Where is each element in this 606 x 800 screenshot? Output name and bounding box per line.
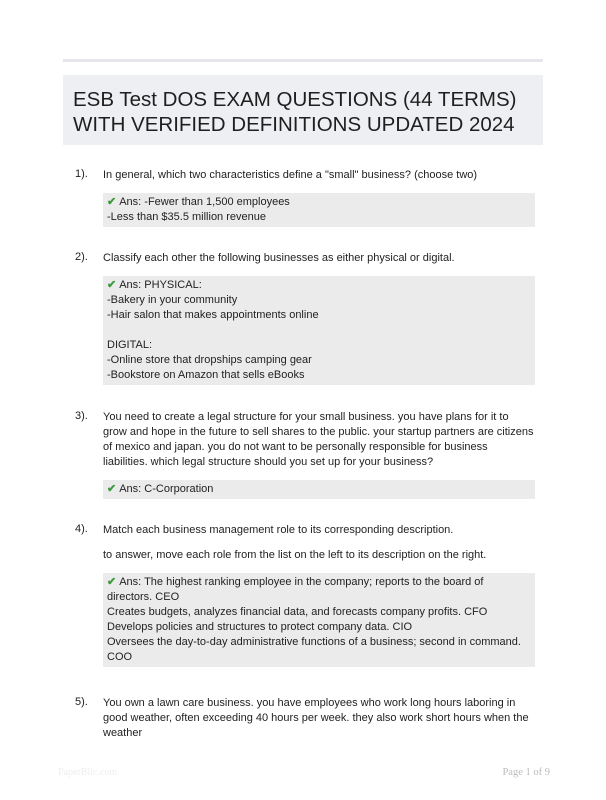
title-box [63,75,543,145]
answer-text: -Hair salon that makes appointments online [107,309,319,321]
question-paragraph: You own a lawn care business. you have employees who work long hours laboring in good weather, often exceeding 40 hours per week. they also work short hours when the weather [103,697,529,739]
question-item [75,251,535,385]
question-paragraph: You need to create a legal structure for your small business. you have plans for it to grow and hope in the future to sell shares to the public. your startup partners are citizens of mexico and japan. you do not want to be personally responsible for business liabilities. which legal structure should you set up for your business? [103,411,534,468]
answer-box [103,480,535,499]
answer-line [107,195,531,210]
page-title: ESB Test DOS EXAM QUESTIONS (44 TERMS) WITH VERIFIED DEFINITIONS UPDATED 2024 [73,88,517,136]
question-item [75,168,535,227]
question-item [75,410,535,499]
question-paragraph: to answer, move each role from the list on the left to its description on the right. [103,549,487,561]
answer-line [107,323,531,338]
answer-line [107,605,531,620]
question-text [103,168,535,183]
page-number: Page 1 of 9 [502,767,550,778]
answer-line [107,293,531,308]
answer-line [107,575,531,605]
answer-text: Ans: PHYSICAL: [119,279,202,291]
answer-box [103,573,535,667]
answer-line [107,210,531,225]
check-icon: ✔ [107,196,117,208]
answer-text: -Online store that dropships camping gear [107,354,312,366]
answer-text: Creates budgets, analyzes financial data, and forecasts company profits. CFO [107,606,488,618]
answer-text: Ans: C-Corporation [119,483,214,495]
answer-line [107,338,531,353]
answer-line [107,620,531,635]
check-icon: ✔ [107,483,117,495]
question-paragraph: Classify each other the following businesses as either physical or digital. [103,252,455,264]
answer-line [107,482,531,497]
answer-line [107,353,531,368]
question-text [103,696,535,741]
answer-box [103,276,535,385]
question-item [75,696,535,751]
footer-site: PaperBlic.com [58,767,118,778]
check-icon: ✔ [107,576,117,588]
question-paragraph: In general, which two characteristics define a "small" business? (choose two) [103,169,478,181]
answer-text: Ans: -Fewer than 1,500 employees [119,196,290,208]
answer-text: Oversees the day-to-day administrative functions of a business; second in command. COO [107,636,521,663]
question-number: 3). [75,410,88,422]
question-number: 2). [75,251,88,263]
question-text [103,410,535,470]
answer-line [107,278,531,293]
answer-line [107,635,531,665]
answer-text: Develops policies and structures to protect company data. CIO [107,621,413,633]
answer-line [107,308,531,323]
answer-text: Ans: The highest ranking employee in the company; reports to the board of directors. CEO [107,576,484,603]
question-number: 1). [75,168,88,180]
answer-text: -Bakery in your community [107,294,238,306]
answer-text: -Less than $35.5 million revenue [107,211,266,223]
top-divider [63,59,543,62]
question-text [103,523,535,563]
answer-text: -Bookstore on Amazon that sells eBooks [107,369,305,381]
answer-line [107,368,531,383]
check-icon: ✔ [107,279,117,291]
question-text [103,251,535,266]
answer-box [103,193,535,227]
question-paragraph: Match each business management role to its corresponding description. [103,524,454,536]
answer-text: DIGITAL: [107,339,153,351]
question-number: 4). [75,523,88,535]
question-item [75,523,535,667]
question-number: 5). [75,696,88,708]
